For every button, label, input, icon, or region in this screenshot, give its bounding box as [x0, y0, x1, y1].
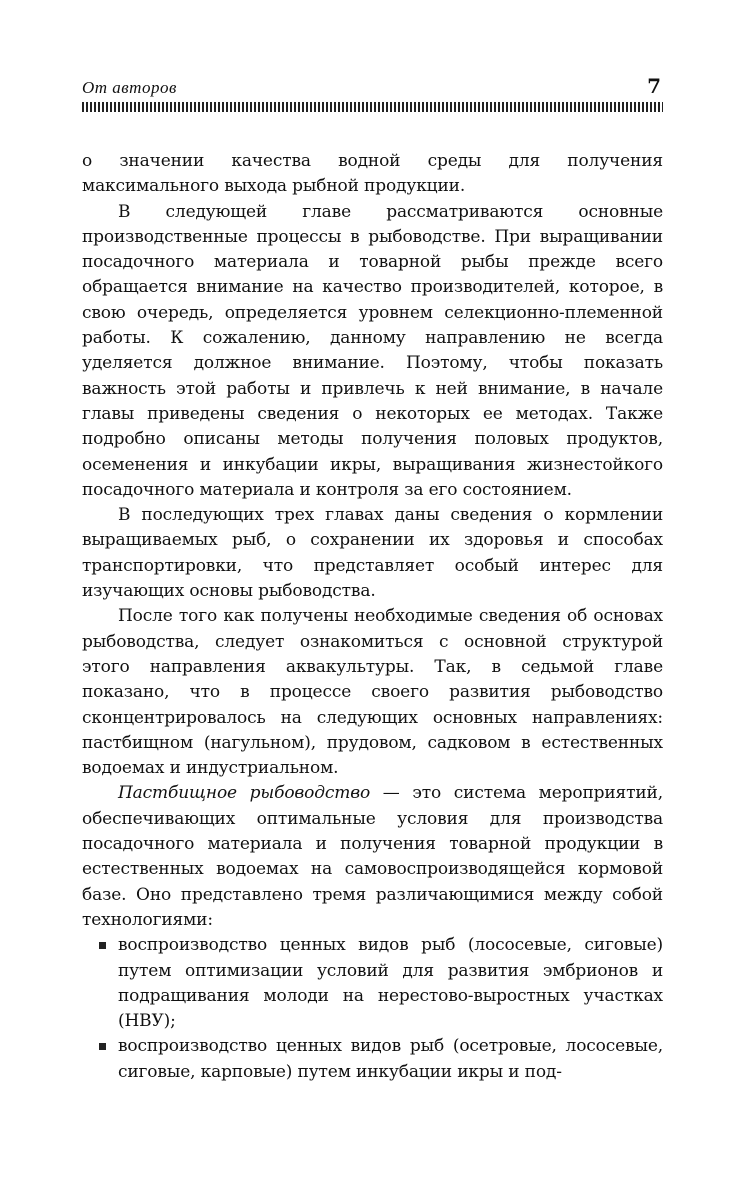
list-item-text: воспроизводство ценных видов рыб (лососевые, сиговые) путем оптимизации условий для развития эмбрионов и подращивания молоди на нерестово-выростных участках (НВУ); — [118, 935, 663, 1032]
book-page — [82, 72, 663, 1085]
paragraph: о значении качества водной среды для получения максимального выхода рыбной продукции. — [82, 151, 663, 197]
defined-term: Пастбищное рыбоводство — [118, 783, 371, 804]
square-bullet-icon — [99, 1043, 106, 1050]
definition-text: — это система мероприятий, обеспечивающих оптимальные условия для производства посадочного материала и получения товарной продукции в естественных водоемах на самовоспроизводящейся кормовой базе. Оно представлено тремя различающимися между собой технологиями: — [82, 783, 663, 930]
square-bullet-icon — [99, 942, 106, 949]
page-body — [82, 149, 663, 1085]
paragraph: В следующей главе рассматриваются основные производственные процессы в рыбоводстве. При выращивании посадочного материала и товарной рыбы прежде всего обращается внимание на качество производителей, которое, в свою очередь, определяется уровнем селекционно-племенной работы. К сожалению, данному направлению не всегда уделяется должное внимание. Поэтому, чтобы показать важность этой работы и привлечь к ней внимание, в начале главы приведены сведения о некоторых ее методах. Также подробно описаны методы получения половых продуктов, осеменения и инкубации икры, выращивания жизнестойкого посадочного материала и контроля за его состоянием. — [82, 201, 663, 500]
bullet-list — [82, 933, 663, 1085]
list-item — [82, 1034, 663, 1085]
header-rule — [82, 102, 663, 112]
list-item — [82, 933, 663, 1034]
section-title: От авторов — [82, 78, 177, 97]
definition-paragraph — [82, 781, 663, 933]
running-header — [82, 72, 663, 98]
paragraph: После того как получены необходимые сведения об основах рыбоводства, следует ознакомиться с основной структурой этого направления аквакультуры. Так, в седьмой главе показано, что в процессе своего развития рыбоводство сконцентрировалось на следующих основных направлениях: пастбищном (нагульном), прудовом, садковом в естественных водоемах и индустриальном. — [82, 606, 663, 779]
page-number: 7 — [647, 74, 661, 98]
list-item-text: воспроизводство ценных видов рыб (осетровые, лососевые, сиговые, карповые) путем инкубации икры и под- — [118, 1036, 663, 1082]
paragraph: В последующих трех главах даны сведения о кормлении выращиваемых рыб, о сохранении их здоровья и способах транспортировки, что представляет особый интерес для изучающих основы рыбоводства. — [82, 505, 663, 602]
